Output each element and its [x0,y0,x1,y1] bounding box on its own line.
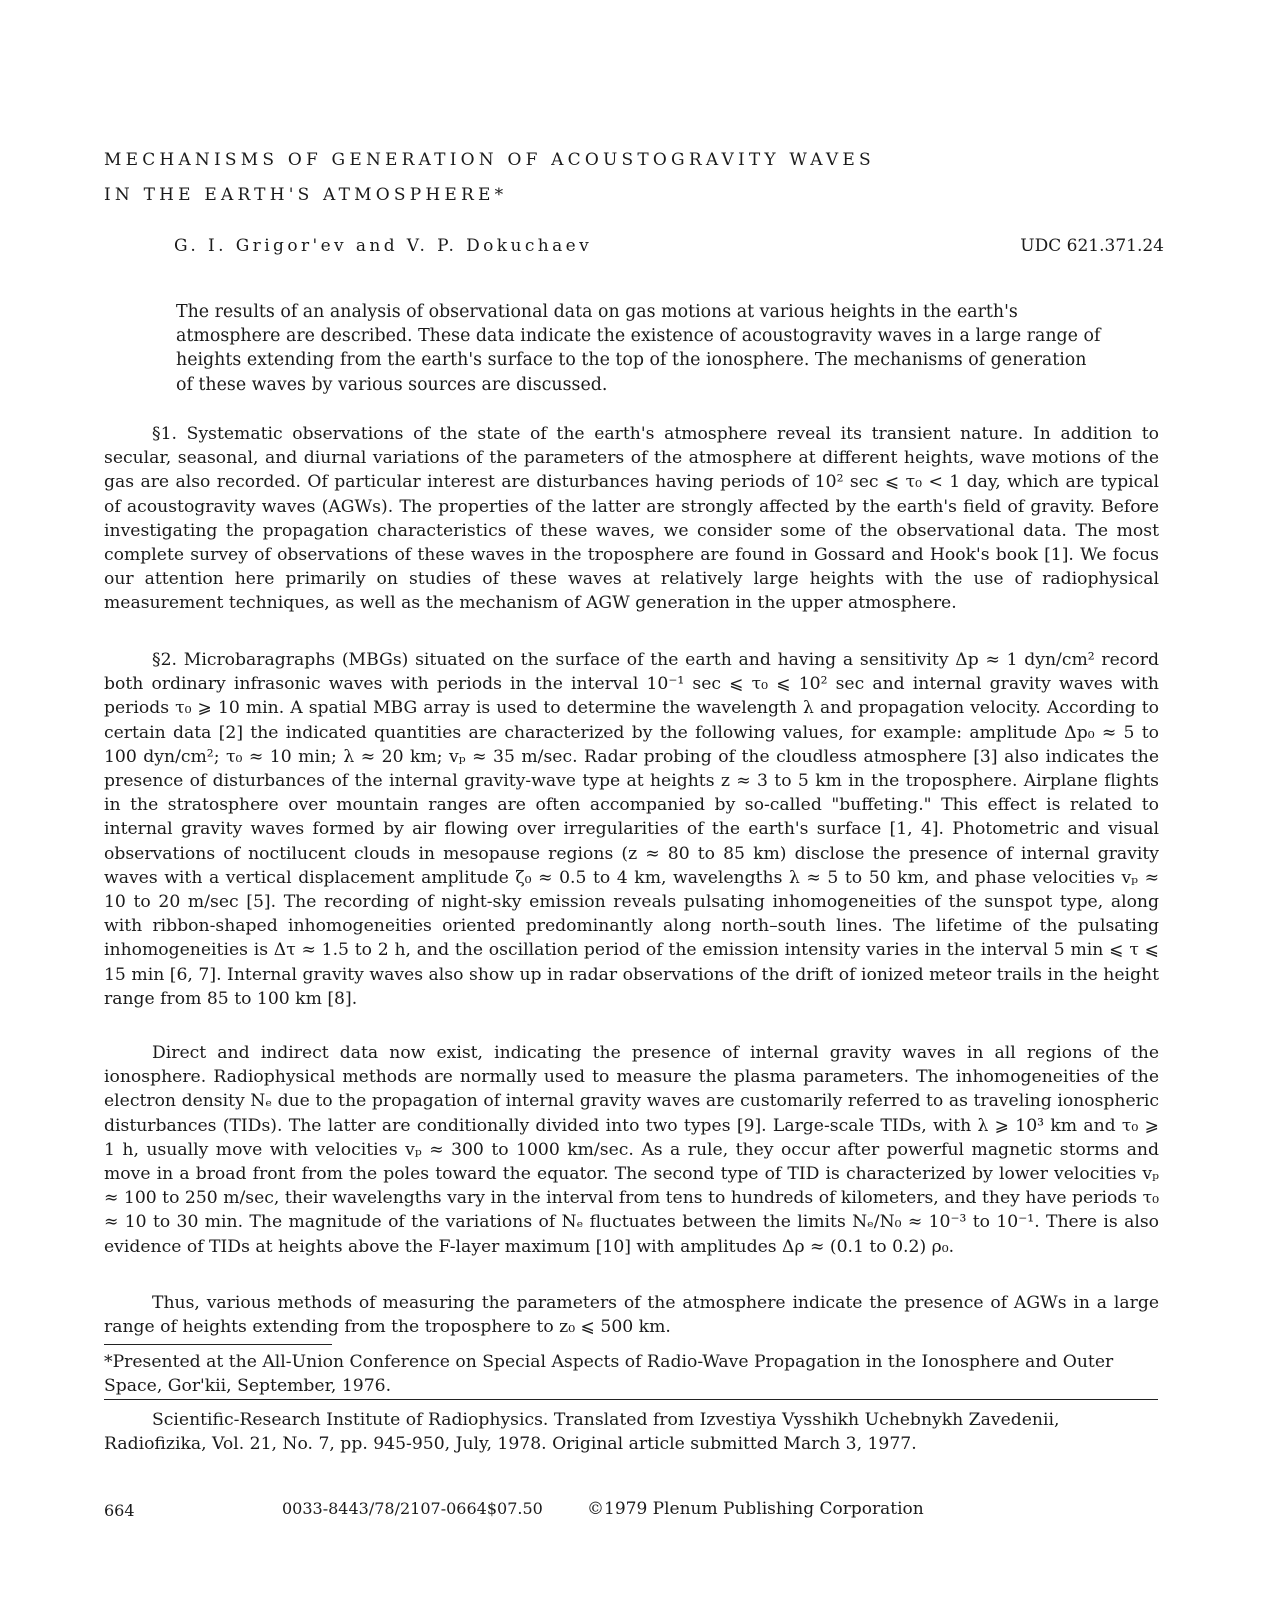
udc-code: UDC 621.371.24 [1020,236,1164,256]
abstract: The results of an analysis of observational data on gas motions at various heights in the earth's atmosphere are described. These data indicate the existence of acoustogravity waves in a large range of heights extending from the earth's surface to the top of the ionosphere. The mechanisms of generation of these waves by various sources are discussed. [176,302,1101,395]
paragraph-text: §2. Microbaragraphs (MBGs) situated on the surface of the earth and having a sensitivity Δp ≈ 1 dyn/cm² record both ordinary infrasonic waves with periods in the interval 10⁻¹ sec ⩽ τ₀ ⩽ 10² sec and internal gravity waves with periods τ₀ ⩾ 10 min. A spatial MBG array is used to determine the wavelength λ and propagation velocity. According to certain data [2] the indicated quantities are characterized by the following values, for example: amplitude Δp₀ ≈ 5 to 100 dyn/cm²; τ₀ ≈ 10 min; λ ≈ 20 km; vₚ ≈ 35 m/sec. Radar probing of the cloudless atmosphere [3] also indicates the presence of disturbances of the internal gravity-wave type at heights z ≈ 3 to 5 km in the troposphere. Airplane flights in the stratosphere over mountain ranges are often accompanied by so-called "buffeting." This effect is related to internal gravity waves formed by air flowing over irregularities of the earth's surface [1, 4]. Photometric and visual observations of noctilucent clouds in mesopause regions (z ≈ 80 to 85 km) disclose the presence of internal gravity waves with a vertical displacement amplitude ζ₀ ≈ 0.5 to 4 km, wavelengths λ ≈ 5 to 50 km, and phase velocities vₚ ≈ 10 to 20 m/sec [5]. The recording of night-sky emission reveals pulsating inhomogeneities of the sunspot type, along with ribbon-shaped inhomogeneities oriented predominantly along north–south lines. The lifetime of the pulsating inhomogeneities is Δτ ≈ 1.5 to 2 h, and the oscillation period of the emission intensity varies in the interval 5 min ⩽ τ ⩽ 15 min [6, 7]. Internal gravity waves also show up in radar observations of the drift of ionized meteor trails in the height range from 85 to 100 km [8]. [104,650,1159,1009]
footnote: *Presented at the All-Union Conference on Special Aspects of Radio-Wave Propagation in the Ionosphere and Outer Space, Gor'kii, September, 1976. [104,1352,1114,1397]
institution-note: Scientific-Research Institute of Radiophysics. Translated from Izvestiya Vysshikh Uchebnykh Zavedenii, Radiofizika, Vol. 21, No. 7, pp. 945-950, July, 1978. Original article submitted March 3, 1977. [104,1410,1060,1455]
ionosphere-paragraph [104,1041,1159,1259]
title-line-2: IN THE EARTH'S ATMOSPHERE* [104,185,508,205]
institution-divider [104,1399,1158,1400]
paragraph-text: Thus, various methods of measuring the parameters of the atmosphere indicate the presence of AGWs in a large range of heights extending from the troposphere to z₀ ⩽ 500 km. [104,1293,1159,1338]
article-code: 0033-8443/78/2107-0664$07.50 [282,1499,543,1518]
conclusion-paragraph [104,1291,1159,1339]
title-line-1: MECHANISMS OF GENERATION OF ACOUSTOGRAVITY WAVES [104,150,875,170]
copyright: ©1979 Plenum Publishing Corporation [587,1499,924,1519]
section-2-paragraph [104,648,1159,1011]
section-1-paragraph [104,422,1159,616]
page-number: 664 [104,1501,135,1520]
paragraph-text: Direct and indirect data now exist, indicating the presence of internal gravity waves in all regions of the ionosphere. Radiophysical methods are normally used to measure the plasma parameters. The inhomogeneities of the electron density Nₑ due to the propagation of internal gravity waves are customarily referred to as traveling ionospheric disturbances (TIDs). The latter are conditionally divided into two types [9]. Large-scale TIDs, with λ ⩾ 10³ km and τ₀ ⩾ 1 h, usually move with velocities vₚ ≈ 300 to 1000 km/sec. As a rule, they occur after powerful magnetic storms and move in a broad front from the poles toward the equator. The second type of TID is characterized by lower velocities vₚ ≈ 100 to 250 m/sec, their wavelengths vary in the interval from tens to hundreds of kilometers, and they have periods τ₀ ≈ 10 to 30 min. The magnitude of the variations of Nₑ fluctuates between the limits Nₑ/N₀ ≈ 10⁻³ to 10⁻¹. There is also evidence of TIDs at heights above the F-layer maximum [10] with amplitudes Δρ ≈ (0.1 to 0.2) ρ₀. [104,1043,1159,1257]
footnote-divider [104,1344,332,1345]
authors: G. I. Grigor'ev and V. P. Dokuchaev [174,236,593,256]
paragraph-text: §1. Systematic observations of the state of the earth's atmosphere reveal its transient nature. In addition to secular, seasonal, and diurnal variations of the parameters of the atmosphere at different heights, wave motions of the gas are also recorded. Of particular interest are disturbances having periods of 10² sec ⩽ τ₀ < 1 day, which are typical of acoustogravity waves (AGWs). The properties of the latter are strongly affected by the earth's field of gravity. Before investigating the propagation characteristics of these waves, we consider some of the observational data. The most complete survey of observations of these waves in the troposphere are found in Gossard and Hook's book [1]. We focus our attention here primarily on studies of these waves at relatively large heights with the use of radiophysical measurement techniques, as well as the mechanism of AGW generation in the upper atmosphere. [104,424,1159,614]
